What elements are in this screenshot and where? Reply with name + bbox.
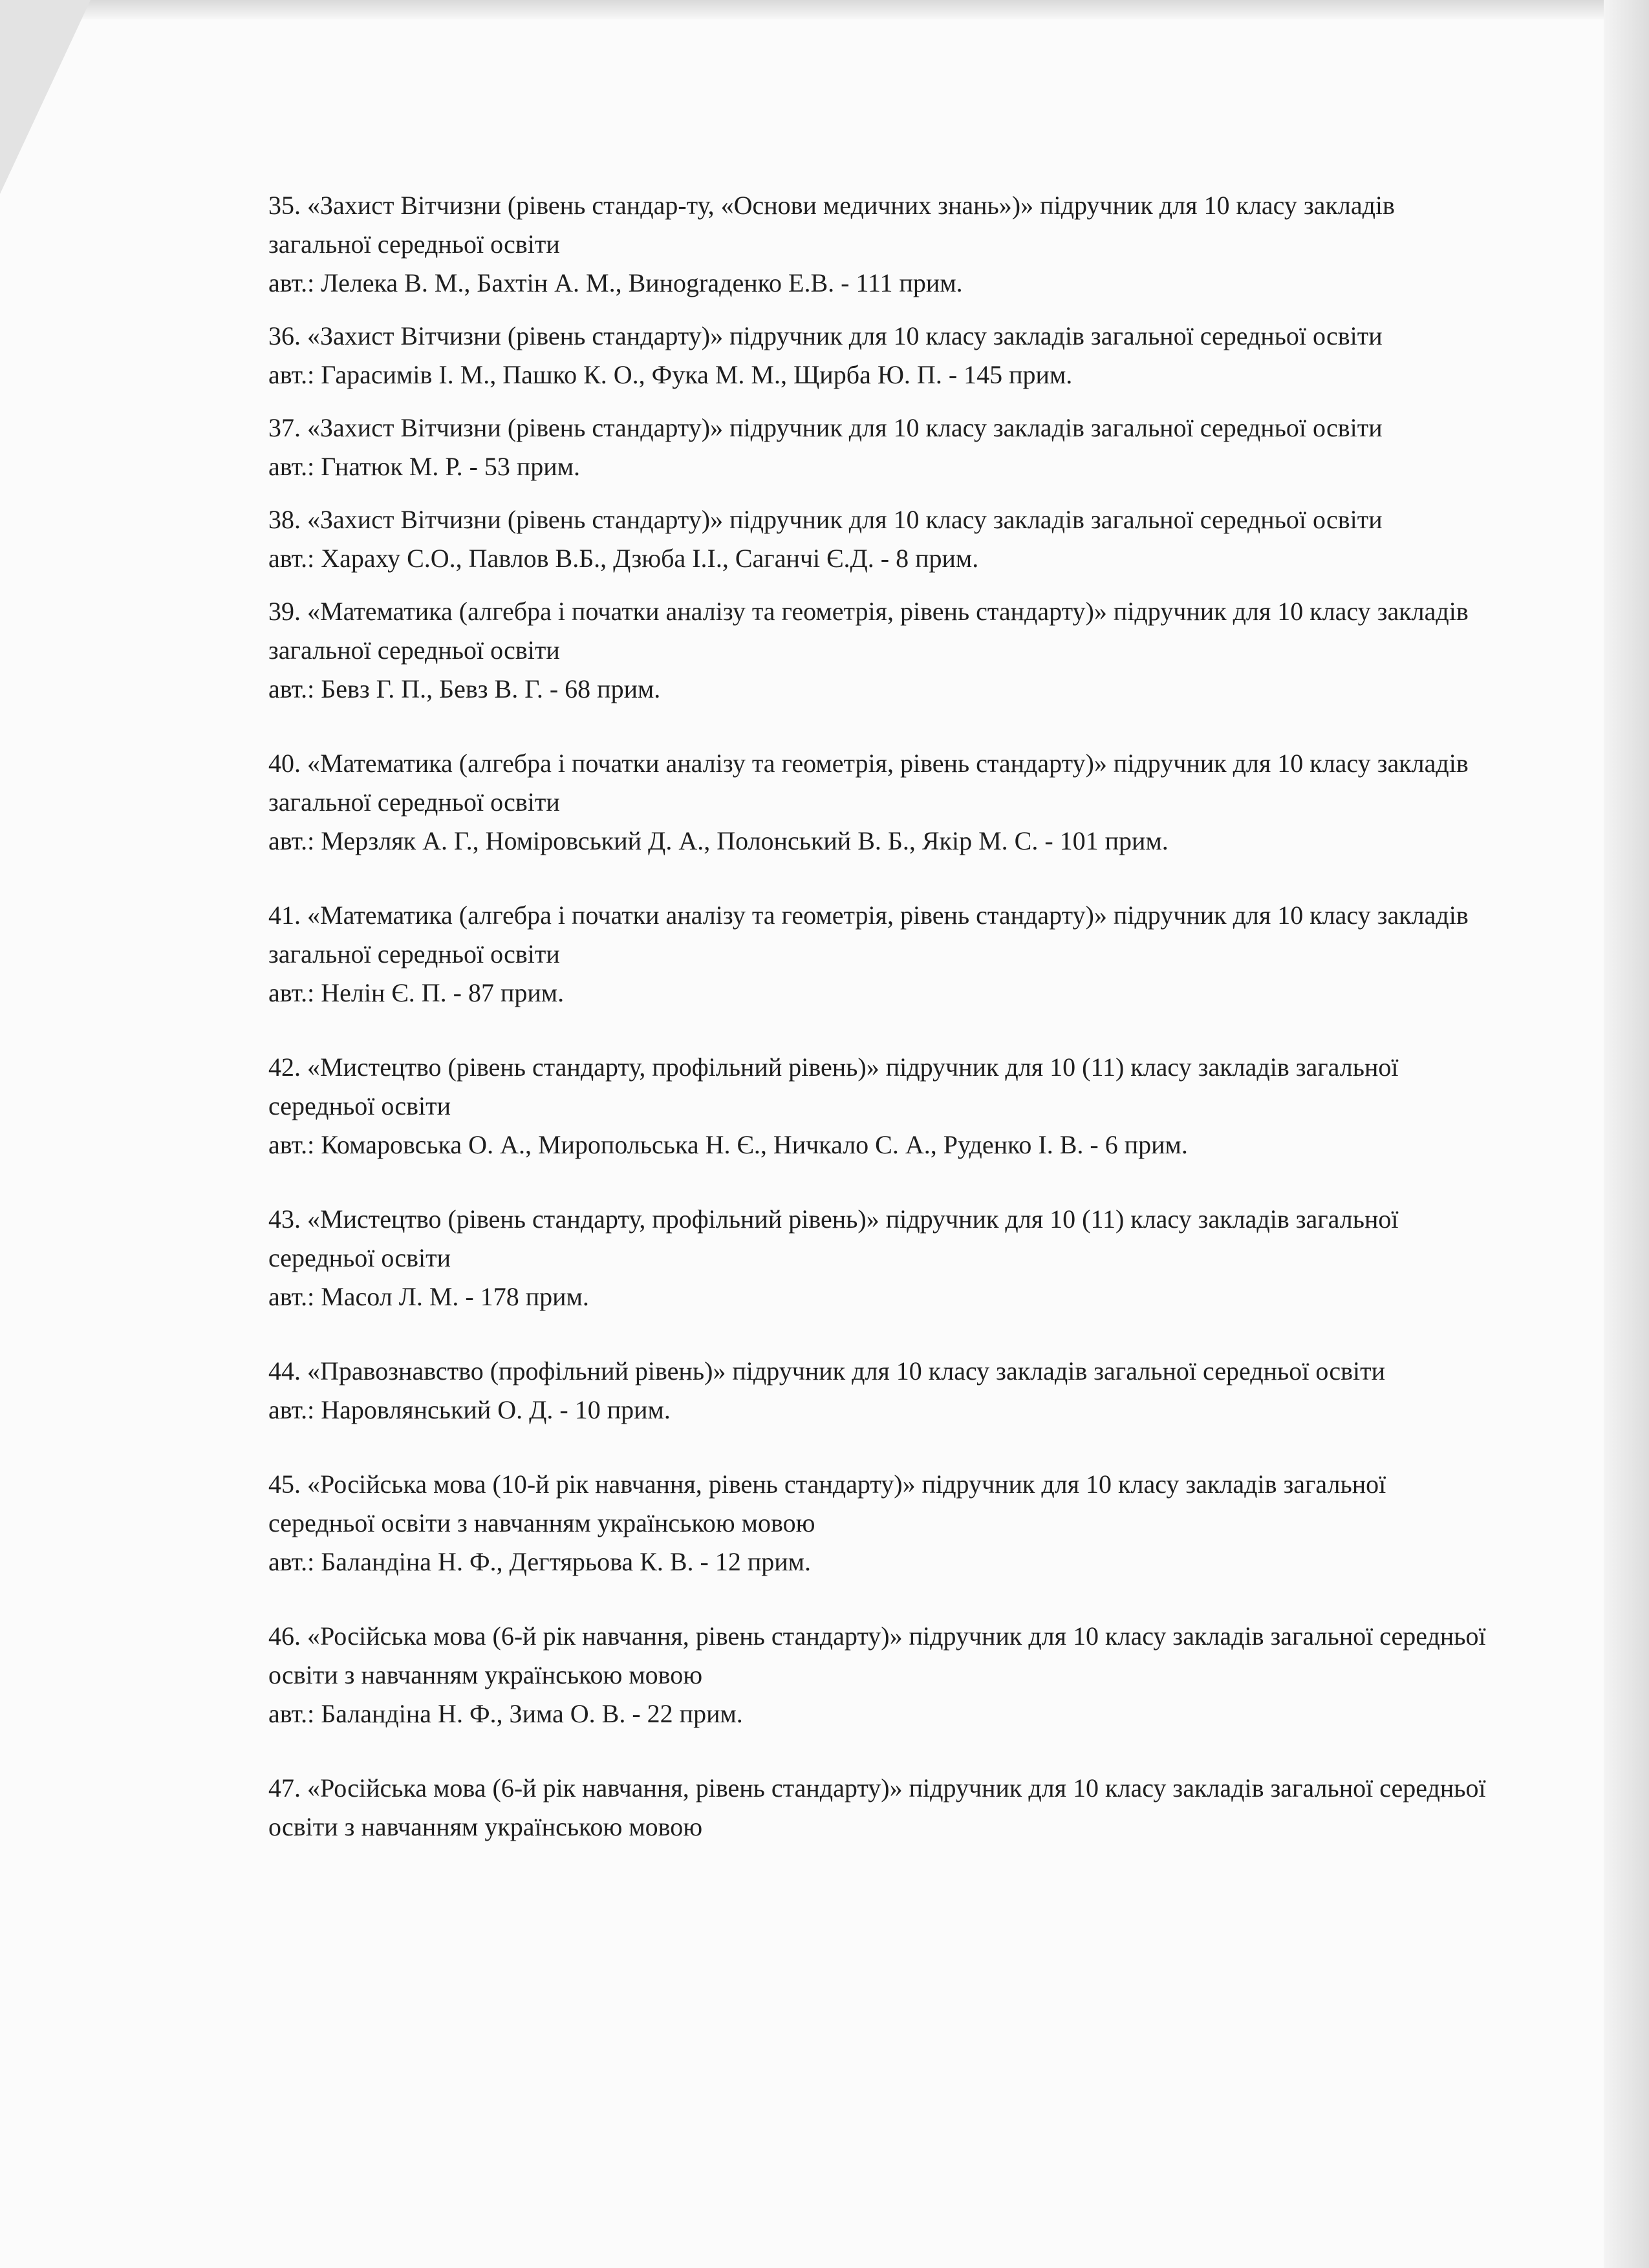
entry-title: 36. «Захист Вітчизни (рівень стандарту)» підручник для 10 класу закладів загальної середньої освіти — [268, 321, 1383, 350]
entry-title: 37. «Захист Вітчизни (рівень стандарту)» підручник для 10 класу закладів загальної середньої освіти — [268, 413, 1383, 442]
entry-title: 38. «Захист Вітчизни (рівень стандарту)» підручник для 10 класу закладів загальної середньої освіти — [268, 505, 1383, 534]
entry-authors: авт.: Гарасимів І. М., Пашко К. О., Фука М. М., Щирба Ю. П. - 145 прим. — [268, 360, 1073, 389]
list-item — [268, 744, 1497, 861]
list-item — [268, 500, 1497, 578]
entry-authors: авт.: Хараху С.О., Павлов В.Б., Дзюба І.І., Саганчі Є.Д. - 8 прим. — [268, 544, 979, 573]
entry-title: 46. «Російська мова (6-й рік навчання, рівень стандарту)» підручник для 10 класу закладів загальної середньої освіти з навчанням українською мовою — [268, 1621, 1486, 1689]
entry-title: 41. «Математика (алгебра і початки аналізу та геометрія, рівень стандарту)» підручник для 10 класу закладів загальної середньої освіти — [268, 901, 1469, 968]
entry-title: 40. «Математика (алгебра і початки аналізу та геометрія, рівень стандарту)» підручник для 10 класу закладів загальної середньої освіти — [268, 749, 1469, 817]
entry-title: 35. «Захист Вітчизни (рівень стандар-ту, «Основи медичних знань»)» підручник для 10 класу закладів загальної середньої освіти — [268, 191, 1395, 259]
textbook-list — [268, 186, 1497, 1861]
entry-authors: авт.: Масол Л. М. - 178 прим. — [268, 1282, 589, 1311]
entry-title: 44. «Правознавство (профільний рівень)» підручник для 10 класу закладів загальної середньої освіти — [268, 1356, 1385, 1385]
list-item — [268, 1048, 1497, 1164]
entry-title: 42. «Мистецтво (рівень стандарту, профільний рівень)» підручник для 10 (11) класу закладів загальної середньої освіти — [268, 1053, 1399, 1120]
list-item — [268, 409, 1497, 486]
scan-shadow-top — [78, 0, 1617, 19]
list-item — [268, 1352, 1497, 1429]
entry-authors: авт.: Мерзляк А. Г., Номіровський Д. А., Полонський В. Б., Якір М. С. - 101 прим. — [268, 826, 1169, 855]
folded-corner — [0, 0, 91, 194]
list-item — [268, 1465, 1497, 1581]
entry-title: 47. «Російська мова (6-й рік навчання, рівень стандарту)» підручник для 10 класу закладів загальної середньої освіти з навчанням українською мовою — [268, 1773, 1486, 1841]
list-item — [268, 592, 1497, 709]
entry-authors: авт.: Баландіна Н. Ф., Зима О. В. - 22 прим. — [268, 1699, 743, 1728]
list-item — [268, 1617, 1497, 1733]
list-item — [268, 317, 1497, 394]
list-item — [268, 1769, 1497, 1846]
entry-title: 43. «Мистецтво (рівень стандарту, профільний рівень)» підручник для 10 (11) класу закладів загальної середньої освіти — [268, 1204, 1399, 1272]
entry-title: 39. «Математика (алгебра і початки аналізу та геометрія, рівень стандарту)» підручник для 10 класу закладів загальної середньої освіти — [268, 597, 1469, 665]
entry-authors: авт.: Баландіна Н. Ф., Дегтярьова К. В. - 12 прим. — [268, 1547, 811, 1576]
entry-authors: авт.: Наровлянський О. Д. - 10 прим. — [268, 1395, 671, 1424]
list-item — [268, 1200, 1497, 1316]
list-item — [268, 186, 1497, 303]
entry-authors: авт.: Комаровська О. А., Миропольська Н. Є., Ничкало С. А., Руденко І. В. - 6 прим. — [268, 1130, 1188, 1159]
entry-authors: авт.: Нелін Є. П. - 87 прим. — [268, 978, 565, 1007]
list-item — [268, 896, 1497, 1012]
entry-authors: авт.: Лелека В. М., Бахтін А. М., Винograденко Е.В. - 111 прим. — [268, 268, 963, 297]
entry-title: 45. «Російська мова (10-й рік навчання, рівень стандарту)» підручник для 10 класу закладів загальної середньої освіти з навчанням українською мовою — [268, 1470, 1386, 1537]
entry-authors: авт.: Гнатюк М. Р. - 53 прим. — [268, 452, 581, 481]
scan-shadow-right — [1604, 0, 1649, 2268]
entry-authors: авт.: Бевз Г. П., Бевз В. Г. - 68 прим. — [268, 674, 661, 703]
